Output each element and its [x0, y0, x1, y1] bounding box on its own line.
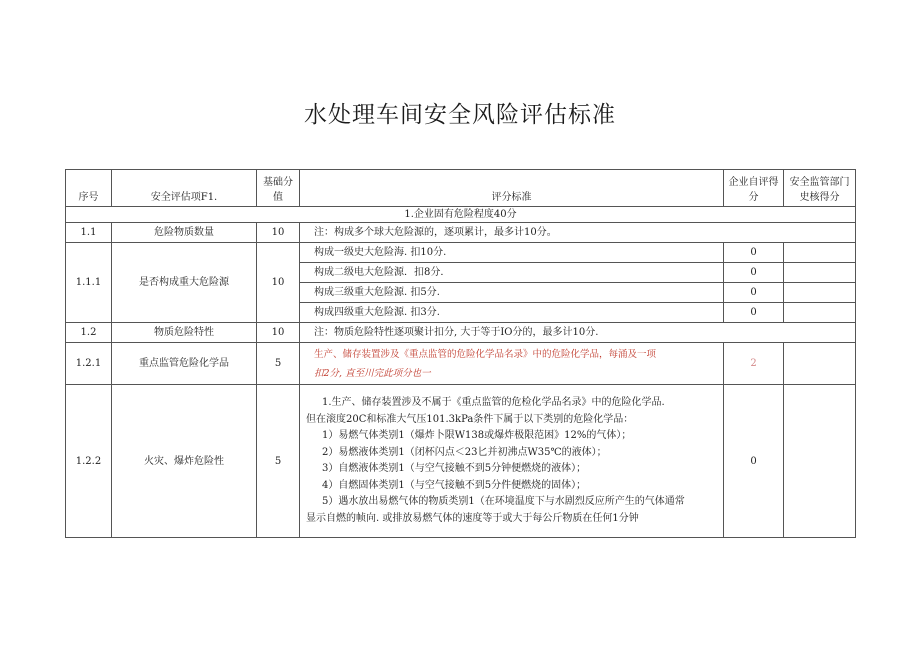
section-1-title: 1.企业固有危险程度40分	[66, 207, 856, 223]
audit-score-cell	[784, 303, 856, 323]
row-item: 危险物质数量	[112, 223, 257, 243]
row-criteria: 构成一级史大危险海. 扣10分.	[300, 243, 724, 263]
audit-score-cell	[784, 263, 856, 283]
row-seq: 1.1.1	[66, 243, 112, 323]
criteria-line: 3）自燃液体类别1（与空气接触不到5分钟便燃烧的液体）；	[322, 463, 587, 474]
criteria-line: 显示自燃的帧向. 或排放易燃气体的速度等于或大于每公斤物质在任何1分钟	[306, 512, 639, 524]
criteria-line: 1）易燃气体类别1（爆炸卜限W138或爆炸极限范困》12%的气体）；	[322, 430, 632, 441]
table-row	[66, 343, 856, 385]
self-score-cell: 0	[724, 303, 784, 323]
table-row	[66, 323, 856, 343]
criteria-line: 1.生产、储存装置涉及不属于《重点监管的危检化学品名录》中的危险化学品.	[322, 397, 665, 408]
row-criteria: 构成二级电大危险源．扣8分．	[300, 263, 724, 283]
row-seq: 1.2	[66, 323, 112, 343]
table-header-row	[66, 170, 856, 207]
row-score: 10	[257, 243, 300, 323]
table-row	[66, 385, 856, 538]
row-seq: 1.2.1	[66, 343, 112, 385]
row-score: 10	[257, 223, 300, 243]
table-row	[66, 243, 856, 263]
row-criteria	[300, 385, 724, 538]
row-item: 重点监管危险化学品	[112, 343, 257, 385]
row-seq: 1.1	[66, 223, 112, 243]
row-criteria: 注：物质危险特性逐项聚计扣分, 大于等于IO分的，最多计10分.	[300, 323, 856, 343]
criteria-line: 2）易燃液体类别1（闭杯闪点＜23匕并初沸点W35℃的液体）；	[322, 446, 607, 458]
row-item: 物质危险特性	[112, 323, 257, 343]
criteria-line: 生产、储存装置涉及《重点监管的危险化学品名录》中的危险化学品，每涌及一项	[314, 348, 657, 360]
row-score: 5	[257, 343, 300, 385]
criteria-line: 扣2分, 直至川完此项分也一	[314, 367, 431, 379]
row-criteria: 构成四级重大危险源. 扣3分.	[300, 303, 724, 323]
audit-score-cell	[784, 385, 856, 538]
page-title: 水处理车间安全风险评估标准	[304, 102, 616, 128]
header-audit-score: 安全监管部门史核得分	[784, 170, 856, 207]
row-item: 火灾、爆炸危险性	[112, 385, 257, 538]
row-score: 5	[257, 385, 300, 538]
criteria-line: 4）自燃固体类别1（与空气接触不到5分件便燃烧的固体）；	[322, 479, 587, 491]
self-score-cell: 0	[724, 263, 784, 283]
self-score-cell: 0	[724, 385, 784, 538]
assessment-table	[65, 169, 856, 538]
row-score: 10	[257, 323, 300, 343]
section-row	[66, 207, 856, 223]
row-criteria	[300, 343, 724, 385]
header-criteria: 评分标准	[300, 170, 724, 207]
row-criteria: 注：构成多个球大危险源的，逐项累计，最多计10分。	[300, 223, 856, 243]
row-item: 是否构成重大危险源	[112, 243, 257, 323]
header-self-score: 企业自评得分	[724, 170, 784, 207]
audit-score-cell	[784, 243, 856, 263]
row-seq: 1.2.2	[66, 385, 112, 538]
row-criteria: 构成三级重大危险源. 扣5分.	[300, 283, 724, 303]
header-base-score: 基础分值	[257, 170, 300, 207]
table-row	[66, 223, 856, 243]
self-score-cell: 2	[724, 343, 784, 385]
criteria-line: 但在滚度20C和标准大气压101.3kPa条件下属于以下类别的危险化学品：	[306, 413, 634, 425]
self-score-cell: 0	[724, 243, 784, 263]
header-seq: 序号	[66, 170, 112, 207]
header-item: 安全评估项F1.	[112, 170, 257, 207]
criteria-line: 5）遇水放出易燃气体的物质类别1（在环境温度下与水剧烈反应所产生的气体通常	[322, 496, 685, 507]
self-score-cell: 0	[724, 283, 784, 303]
audit-score-cell	[784, 283, 856, 303]
audit-score-cell	[784, 343, 856, 385]
